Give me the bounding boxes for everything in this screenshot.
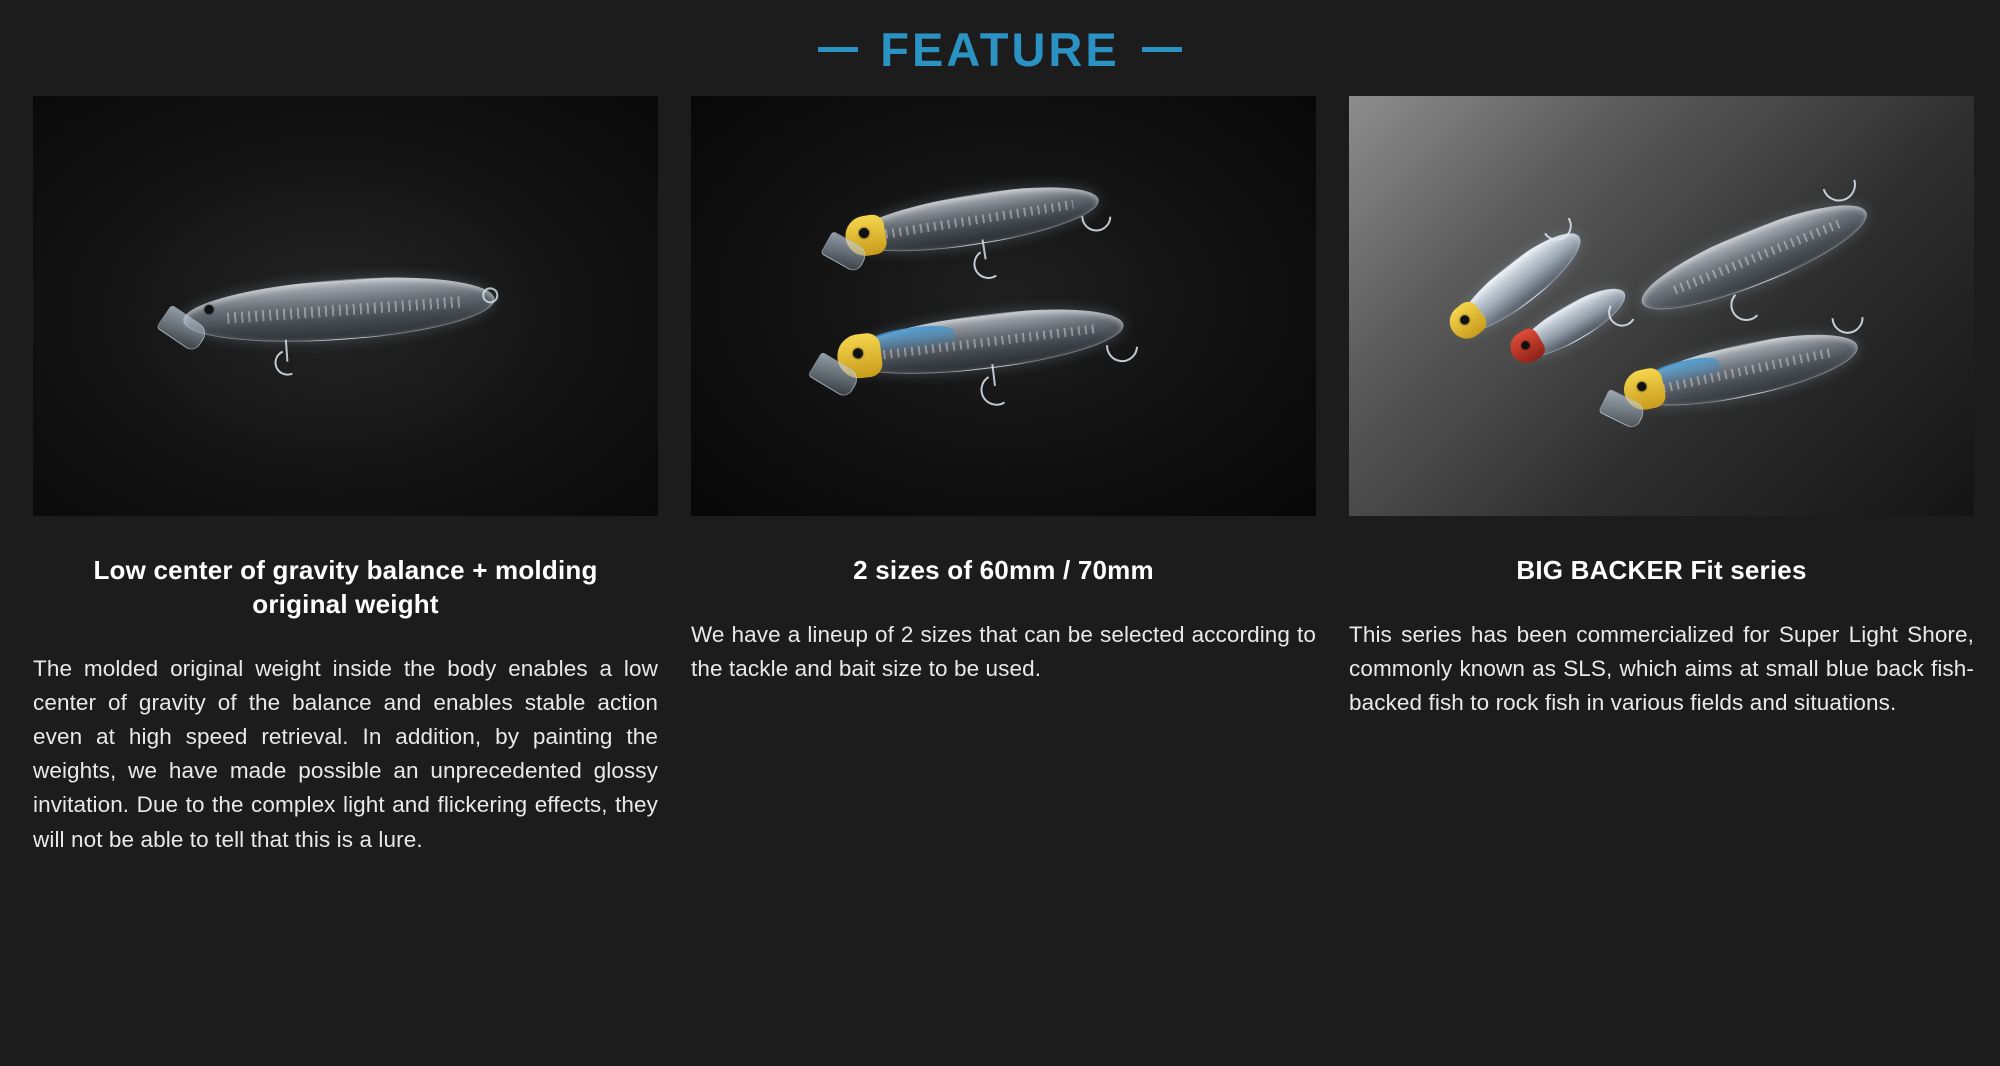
- minnow-hook: [1816, 162, 1862, 208]
- section-header: [0, 0, 2000, 96]
- feature-image-3: [1349, 96, 1974, 516]
- lure-stripe: [885, 200, 1074, 238]
- feature-card-body: This series has been commercialized for Super Light Shore, commonly known as SLS, which aims at small blue back fish-backed fish to rock fish in various fields and situations.: [1349, 621, 1974, 716]
- feature-card: [33, 96, 658, 857]
- feature-card: [691, 96, 1316, 857]
- lure-hook: [977, 371, 1015, 409]
- feature-card-body: We have a lineup of 2 sizes that can be selected according to the tackle and bait size to be used.: [691, 621, 1316, 681]
- lure-hook: [971, 246, 1006, 281]
- lure-hook: [1825, 295, 1870, 340]
- section-header-inner: [818, 22, 1181, 77]
- lure-illustration: [150, 253, 525, 369]
- feature-image-1: [33, 96, 658, 516]
- lure-body: [846, 175, 1103, 264]
- feature-card-body: The molded original weight inside the body enables a low center of gravity of the balance and enables stable action even at high speed retrieval. In addition, by painting the weights, we have made possible an unprecedented glossy invitation. Due to the complex light and flickering effects, they will not be able to tell that this is a lure.: [33, 655, 658, 852]
- feature-card-title: 2 sizes of 60mm / 70mm: [853, 555, 1154, 585]
- feature-image-2: [691, 96, 1316, 516]
- page-title: FEATURE: [880, 23, 1120, 76]
- dash-left-icon: [818, 47, 858, 52]
- lure-stripe: [227, 297, 463, 324]
- lure-body: [840, 298, 1126, 386]
- lure-tail-ring: [482, 287, 499, 304]
- lure-body: [181, 269, 496, 351]
- feature-card-title: BIG BACKER Fit series: [1516, 555, 1807, 585]
- lure-hook: [271, 346, 305, 380]
- lure-stripe: [1673, 218, 1846, 295]
- feature-card: [1349, 96, 1974, 857]
- feature-card-list: [0, 96, 2000, 857]
- dash-right-icon: [1142, 47, 1182, 52]
- feature-card-title: Low center of gravity balance + molding original weight: [93, 555, 598, 619]
